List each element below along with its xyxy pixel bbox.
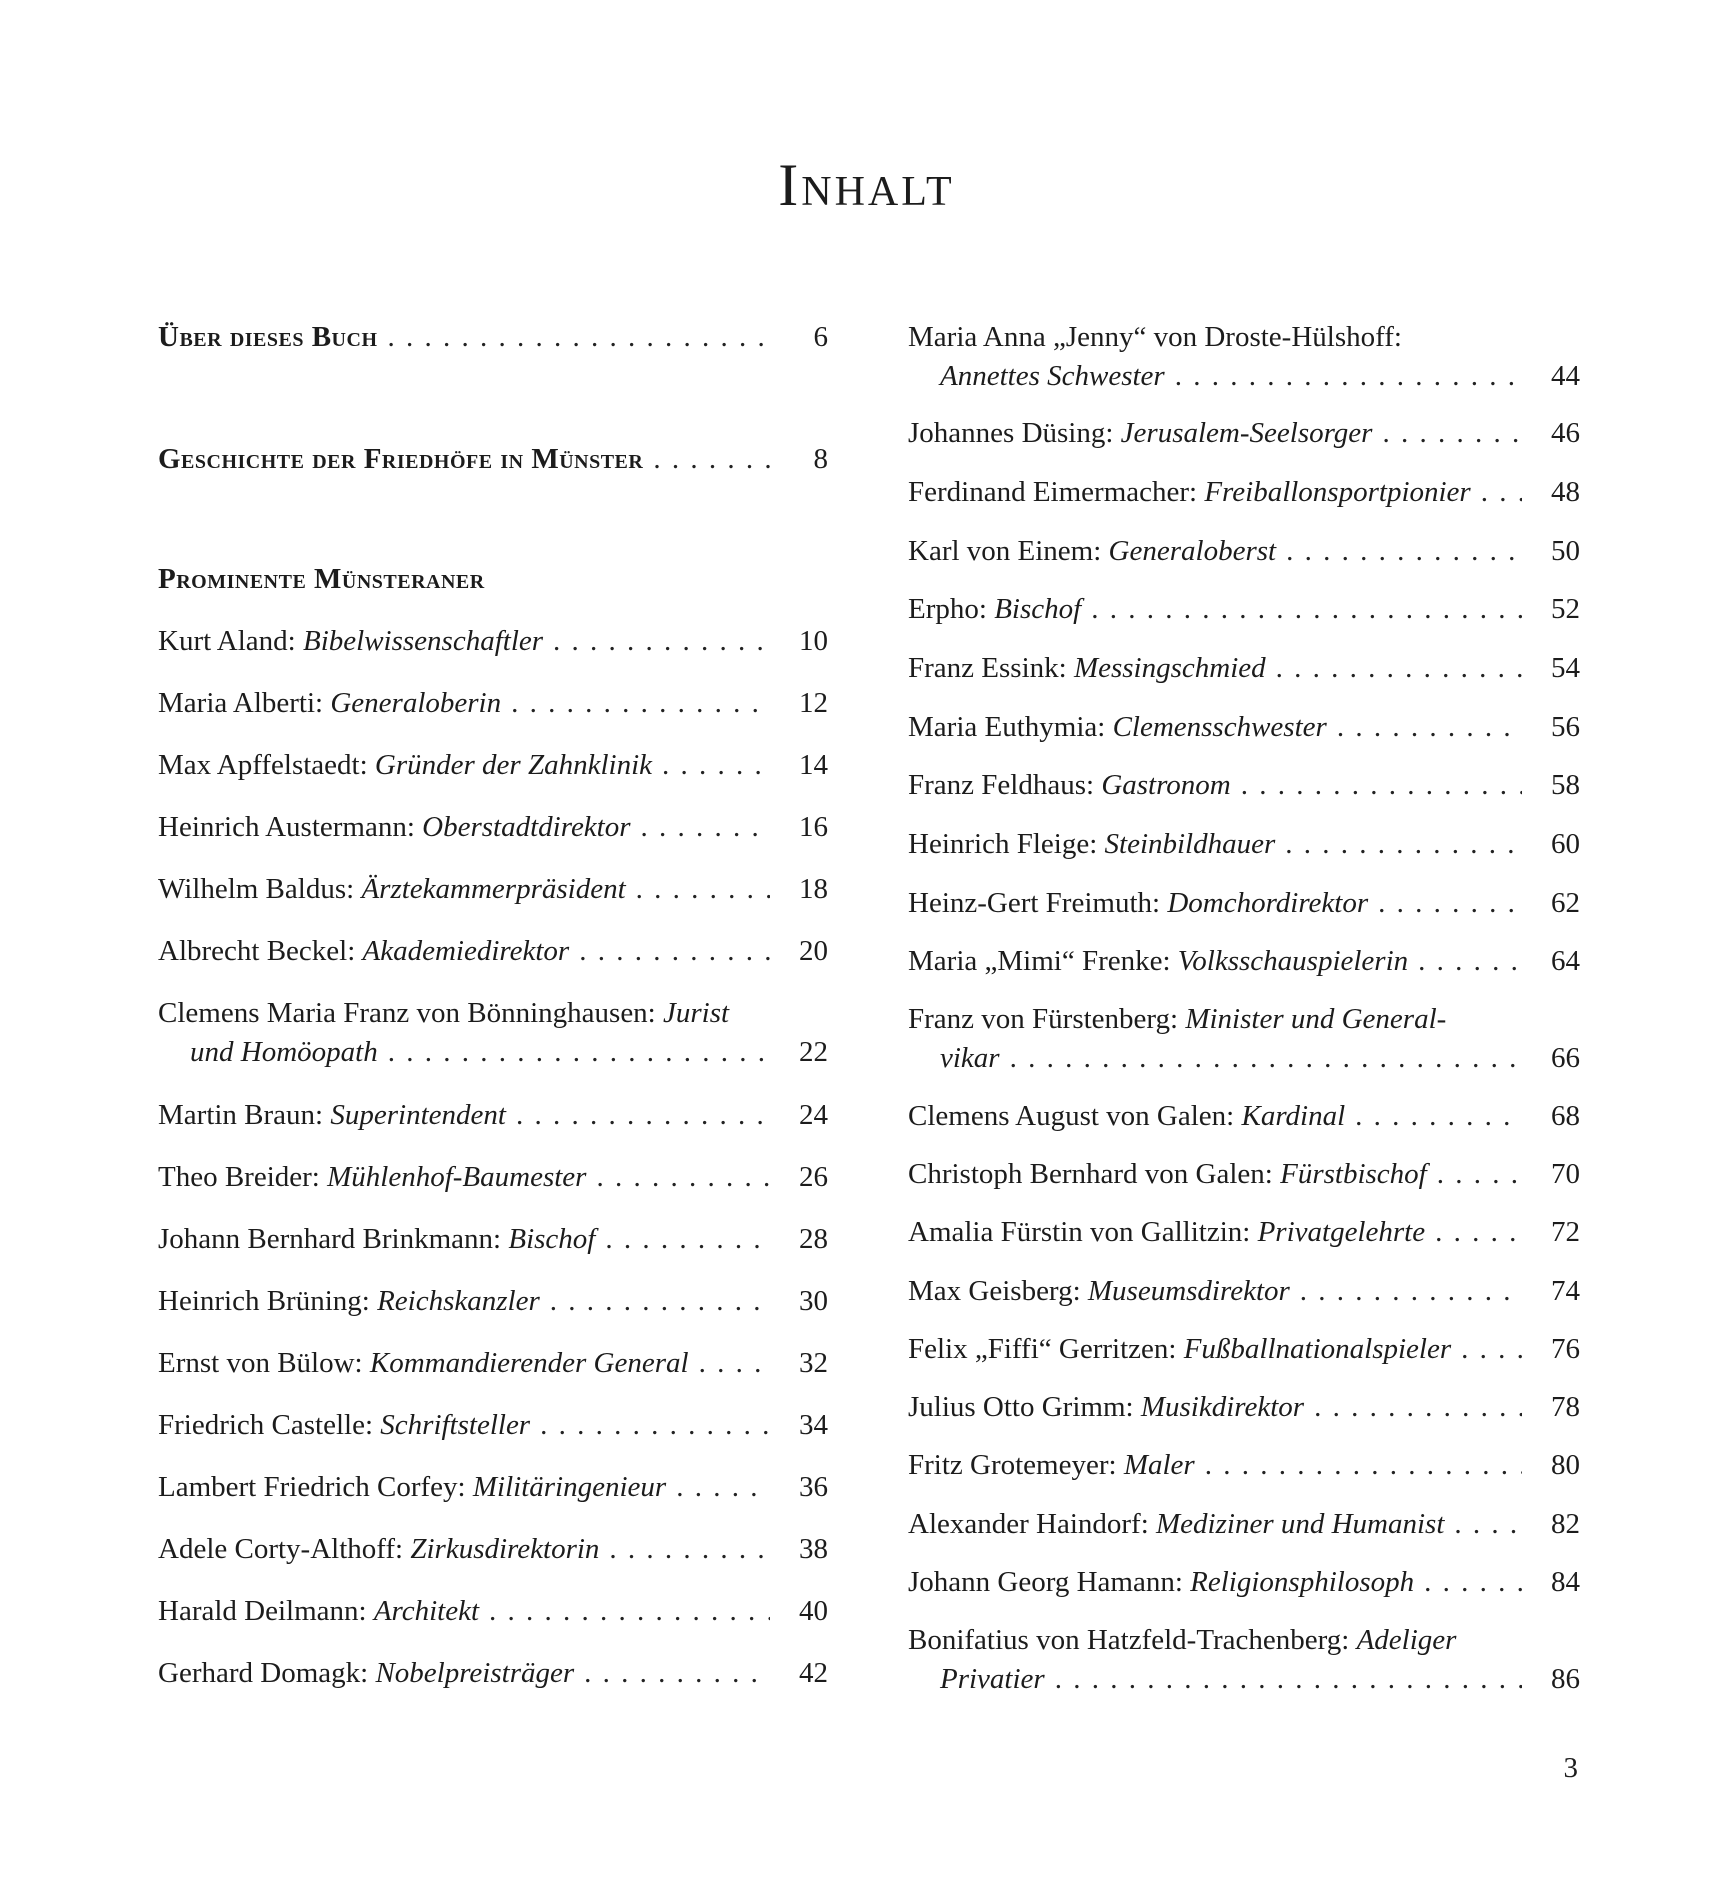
entry-page: 64 [1551,945,1580,977]
person-name: Max Apffelstaedt: [158,749,368,781]
toc-entry [158,1654,828,1693]
toc-entry [908,884,1580,923]
person-name: Julius Otto Grimm: [908,1391,1134,1423]
dot-leader [1337,708,1522,747]
person-role: Mediziner und Humanist [1156,1508,1445,1540]
entry-page: 52 [1551,593,1580,625]
person-name: Clemens August von Galen: [908,1100,1235,1132]
person-name: Maria „Mimi“ Frenke: [908,945,1171,977]
dot-leader [579,932,770,971]
person-role: Gründer der Zahnklinik [374,749,653,781]
person-role: Oberstadtdirektor [422,811,631,843]
toc-entry [908,1505,1580,1544]
dot-leader [550,1282,770,1321]
dot-leader [516,1096,770,1135]
person-name: Amalia Fürstin von Gallitzin: [908,1216,1251,1248]
person-role-continued: und Homöopath [190,1036,378,1068]
entry-page: 12 [799,687,828,719]
person-name: Lambert Friedrich Corfey: [158,1471,466,1503]
person-name: Franz Essink: [908,652,1067,684]
entry-page: 38 [799,1533,828,1565]
person-role: Militäringenieur [472,1471,667,1503]
person-name: Gerhard Domagk: [158,1657,369,1689]
person-role: Fürstbischof [1280,1158,1427,1190]
entry-page: 42 [799,1657,828,1689]
person-role: Generaloberst [1108,535,1277,567]
entry-page: 16 [799,811,828,843]
toc-entry [158,1530,828,1569]
dot-leader [584,1654,770,1693]
entry-page: 62 [1551,887,1580,919]
entry-page: 48 [1551,476,1580,508]
entry-title: Geschichte der Friedhöfe in Münster [158,443,644,475]
dot-leader [1286,532,1522,571]
person-role: Ärztekammerpräsident [361,873,626,905]
toc-entry [908,649,1580,688]
person-role: Bibelwissenschaftler [303,625,544,657]
toc-entry [908,590,1580,629]
person-role: Volksschauspielerin [1177,945,1409,977]
person-name: Johann Georg Hamann: [908,1566,1183,1598]
toc-entry [158,1220,828,1259]
person-name: Johann Bernhard Brinkmann: [158,1223,502,1255]
person-name: Bonifatius von Hatzfeld-Trachenberg: [908,1624,1350,1656]
dot-leader [540,1406,770,1445]
dot-leader [699,1344,770,1383]
entry-page: 22 [799,1036,828,1068]
toc-entry [908,708,1580,747]
dot-leader [1355,1097,1522,1136]
person-role: Museumsdirektor [1087,1275,1290,1307]
dot-leader [553,622,770,661]
person-role: Minister und General- [1185,1003,1447,1035]
dot-leader [1461,1330,1522,1369]
person-name: Erpho: [908,593,987,625]
toc-entry [908,766,1580,805]
toc-entry [908,1330,1580,1369]
dot-leader [636,870,770,909]
dot-leader [1091,590,1522,629]
person-role: Steinbildhauer [1104,828,1276,860]
person-name: Adele Corty-Althoff: [158,1533,404,1565]
person-role: Bischof [508,1223,596,1255]
toc-entry [158,1468,828,1507]
person-name: Wilhelm Baldus: [158,873,355,905]
person-name: Heinrich Austermann: [158,811,415,843]
dot-leader [1010,1039,1522,1078]
toc-entry [908,532,1580,571]
toc-entry [908,1213,1580,1252]
entry-page: 54 [1551,652,1580,684]
entry-page: 30 [799,1285,828,1317]
toc-entry [908,1563,1580,1602]
toc-entry [908,318,1580,396]
entry-page: 86 [1551,1663,1580,1695]
dot-leader [388,1033,770,1072]
dot-leader [1424,1563,1522,1602]
dot-leader [1276,649,1522,688]
dot-leader [653,440,770,479]
person-role: Freiballonsportpionier [1204,476,1471,508]
dot-leader [1378,884,1522,923]
person-role: Architekt [373,1595,480,1627]
person-role: Adeliger [1356,1624,1457,1656]
section-heading-prominente [158,560,828,599]
person-name: Karl von Einem: [908,535,1102,567]
person-name: Franz von Fürstenberg: [908,1003,1179,1035]
toc-entry [158,1158,828,1197]
toc-entry [908,473,1580,512]
dot-leader [1175,357,1522,396]
entry-title: Über dieses Buch [158,321,378,353]
dot-leader [1454,1505,1522,1544]
toc-entry [908,1272,1580,1311]
toc-entry [158,870,828,909]
toc-entry-geschichte [158,440,828,479]
person-role-continued: Privatier [940,1663,1045,1695]
person-role: Jerusalem-Seelsorger [1120,417,1373,449]
entry-page: 74 [1551,1275,1580,1307]
toc-entry [158,994,828,1072]
person-role: Messingschmied [1073,652,1266,684]
toc-entry [158,1406,828,1445]
toc-entry [908,1000,1580,1078]
entry-page: 58 [1551,769,1580,801]
toc-entry [908,1388,1580,1427]
entry-page: 26 [799,1161,828,1193]
person-name: Felix „Fiffi“ Gerritzen: [908,1333,1177,1365]
person-role: Privatgelehrte [1257,1216,1426,1248]
entry-page: 8 [813,443,828,475]
entry-page: 78 [1551,1391,1580,1423]
dot-leader [662,746,770,785]
toc-entry [158,622,828,661]
person-name: Albrecht Beckel: [158,935,356,967]
toc-entry [158,932,828,971]
person-role: Reichskanzler [377,1285,540,1317]
entry-page: 18 [799,873,828,905]
person-name: Ferdinand Eimermacher: [908,476,1198,508]
person-name: Maria Euthymia: [908,711,1106,743]
toc-entry [158,1096,828,1135]
person-name: Heinrich Brüning: [158,1285,370,1317]
toc-entry [908,1155,1580,1194]
entry-page: 80 [1551,1449,1580,1481]
person-name: Christoph Bernhard von Galen: [908,1158,1273,1190]
person-role: Mühlenhof-Baumester [327,1161,587,1193]
dot-leader [641,808,770,847]
dot-leader [1055,1660,1522,1699]
dot-leader [609,1530,770,1569]
entry-page: 68 [1551,1100,1580,1132]
toc-entry [158,808,828,847]
person-role: Bischof [994,593,1082,625]
toc-entry [158,1592,828,1631]
person-role: Generaloberin [330,687,502,719]
entry-page: 36 [799,1471,828,1503]
entry-page: 32 [799,1347,828,1379]
person-role: Gastronom [1101,769,1231,801]
person-name: Alexander Haindorf: [908,1508,1149,1540]
toc-entry [908,414,1580,453]
person-role: Kommandierender General [369,1347,689,1379]
toc-entry [158,746,828,785]
entry-page: 84 [1551,1566,1580,1598]
person-role: Religionsphilosoph [1190,1566,1415,1598]
toc-entry [908,942,1580,981]
toc-entry [158,684,828,723]
person-role: Akademiedirektor [362,935,570,967]
person-role: Kardinal [1241,1100,1346,1132]
person-name: Franz Feldhaus: [908,769,1095,801]
person-name: Ernst von Bülow: [158,1347,363,1379]
person-name: Heinrich Fleige: [908,828,1098,860]
person-name: Johannes Düsing: [908,417,1114,449]
entry-page: 76 [1551,1333,1580,1365]
person-role-continued: vikar [940,1042,1000,1074]
entry-page: 70 [1551,1158,1580,1190]
entry-page: 10 [799,625,828,657]
person-name: Max Geisberg: [908,1275,1081,1307]
entry-page: 56 [1551,711,1580,743]
person-name: Maria Anna „Jenny“ von Droste-Hülshoff: [908,321,1402,353]
entry-page: 20 [799,935,828,967]
toc-entry [158,1282,828,1321]
dot-leader [511,684,770,723]
dot-leader [1481,473,1522,512]
person-name: Kurt Aland: [158,625,296,657]
person-role: Superintendent [330,1099,506,1131]
entry-page: 6 [813,321,828,353]
dot-leader [489,1592,770,1631]
dot-leader [1437,1155,1522,1194]
entry-page: 50 [1551,535,1580,567]
toc-entry [908,1446,1580,1485]
entry-page: 60 [1551,828,1580,860]
person-role: Clemensschwester [1112,711,1327,743]
person-role: Jurist [663,997,730,1029]
person-role: Nobelpreisträger [375,1657,575,1689]
person-name: Heinz-Gert Freimuth: [908,887,1161,919]
person-name: Friedrich Castelle: [158,1409,374,1441]
toc-entry [158,1344,828,1383]
dot-leader [1314,1388,1522,1427]
dot-leader [1418,942,1522,981]
person-role: Fußballnationalspieler [1183,1333,1452,1365]
dot-leader [388,318,770,357]
dot-leader [1241,766,1522,805]
dot-leader [1300,1272,1522,1311]
person-name: Martin Braun: [158,1099,324,1131]
entry-page: 24 [799,1099,828,1131]
toc-entry [908,1097,1580,1136]
dot-leader [1285,825,1522,864]
toc-entry [908,825,1580,864]
page-title: Inhalt [778,152,955,218]
person-name: Theo Breider: [158,1161,320,1193]
dot-leader [605,1220,770,1259]
dot-leader [1435,1213,1522,1252]
page-number: 3 [1563,1752,1578,1784]
person-name: Fritz Grotemeyer: [908,1449,1117,1481]
person-role: Domchordirektor [1167,887,1369,919]
person-name: Clemens Maria Franz von Bönninghausen: [158,997,656,1029]
section-title: Prominente Münsteraner [158,563,485,595]
dot-leader [1382,414,1522,453]
dot-leader [596,1158,770,1197]
entry-page: 28 [799,1223,828,1255]
person-role: Zirkusdirektorin [410,1533,600,1565]
person-role: Maler [1123,1449,1195,1481]
entry-page: 34 [799,1409,828,1441]
entry-page: 72 [1551,1216,1580,1248]
person-name: Maria Alberti: [158,687,324,719]
entry-page: 40 [799,1595,828,1627]
person-role: Musikdirektor [1140,1391,1305,1423]
entry-page: 46 [1551,417,1580,449]
toc-entry [908,1621,1580,1699]
person-name: Harald Deilmann: [158,1595,367,1627]
person-role-continued: Annettes Schwester [940,360,1165,392]
person-role: Schriftsteller [380,1409,531,1441]
entry-page: 14 [799,749,828,781]
entry-page: 82 [1551,1508,1580,1540]
dot-leader [1205,1446,1522,1485]
entry-page: 44 [1551,360,1580,392]
dot-leader [676,1468,770,1507]
toc-entry-ueber-dieses-buch [158,318,828,357]
entry-page: 66 [1551,1042,1580,1074]
